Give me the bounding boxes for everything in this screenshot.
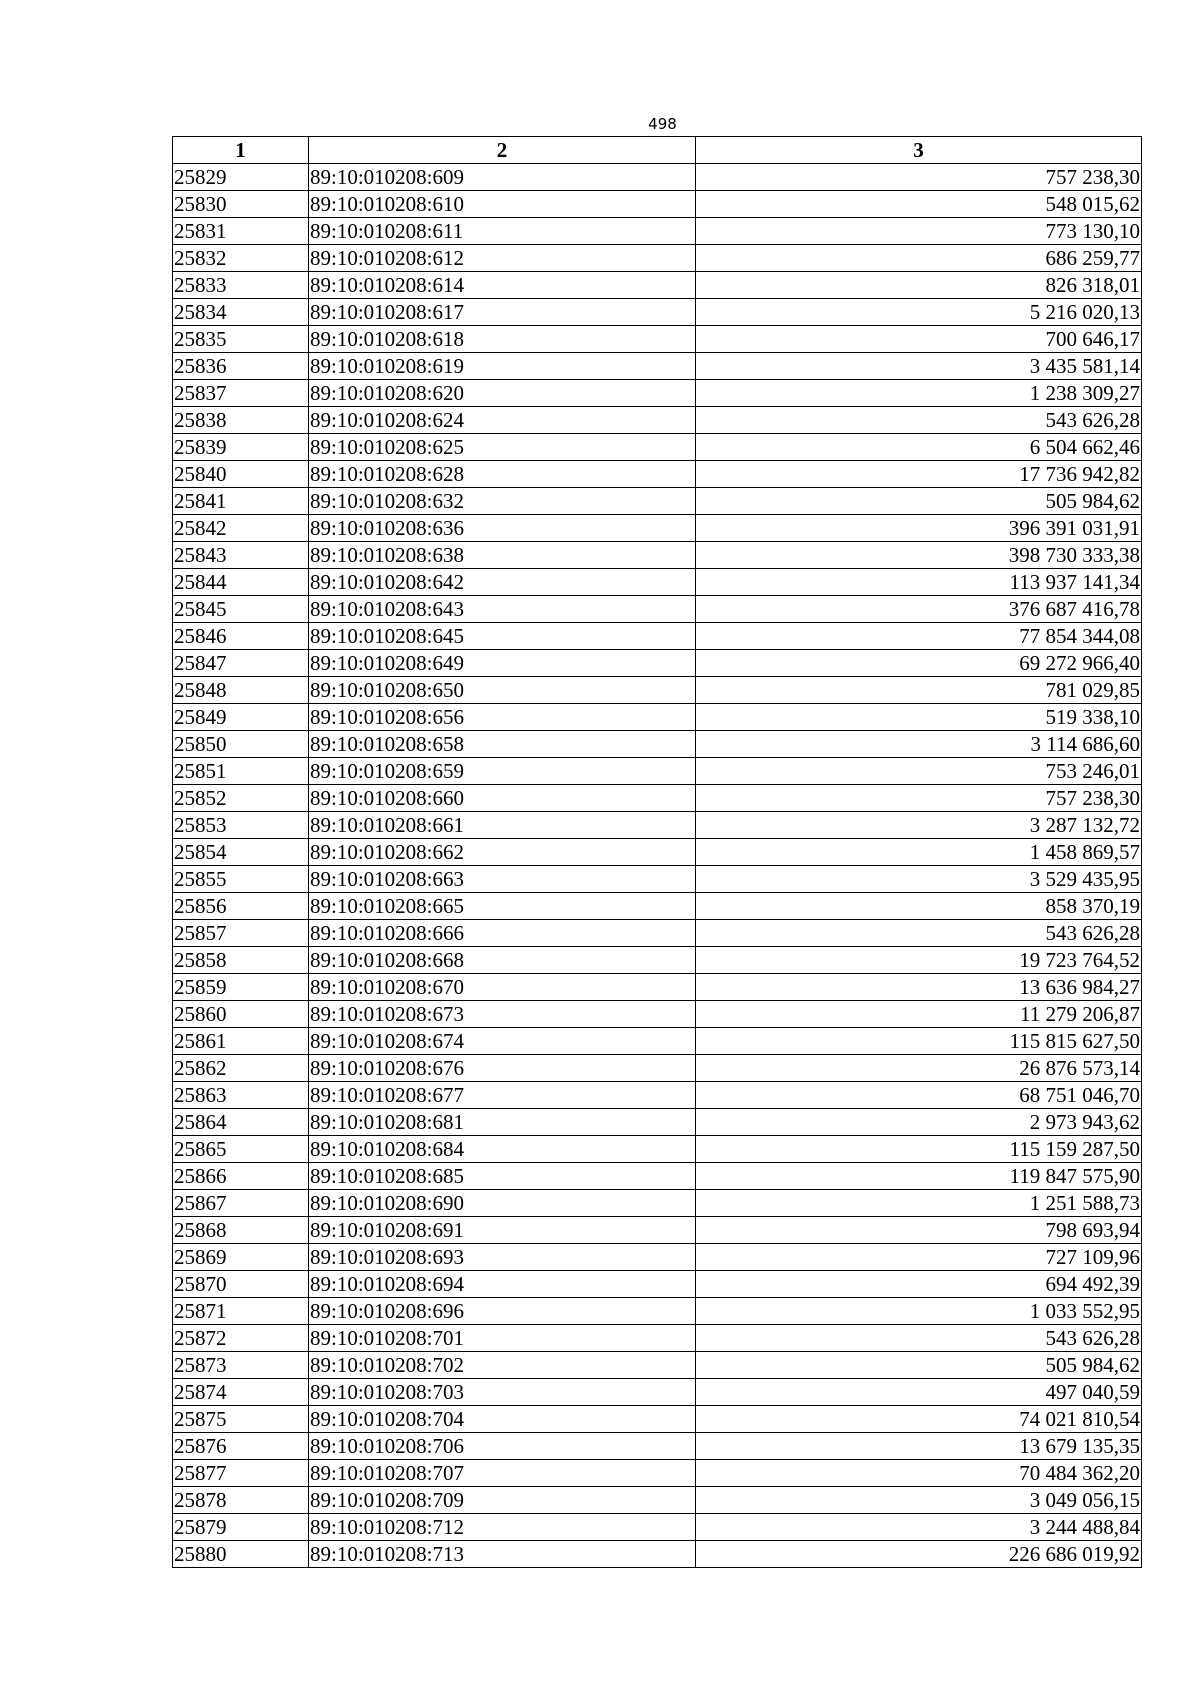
row-number-cell: 25846: [173, 623, 309, 650]
cadastral-number-cell: 89:10:010208:668: [309, 947, 696, 974]
table-row: [173, 380, 1142, 407]
table-row: [173, 1406, 1142, 1433]
cadastral-number-cell: 89:10:010208:610: [309, 191, 696, 218]
cadastral-number-cell: 89:10:010208:676: [309, 1055, 696, 1082]
row-number-cell: 25829: [173, 164, 309, 191]
row-number-cell: 25876: [173, 1433, 309, 1460]
table-row: [173, 1109, 1142, 1136]
cadastral-value-cell: 543 626,28: [696, 1325, 1142, 1352]
cadastral-number-cell: 89:10:010208:701: [309, 1325, 696, 1352]
cadastral-number-cell: 89:10:010208:645: [309, 623, 696, 650]
table-row: [173, 920, 1142, 947]
cadastral-number-cell: 89:10:010208:663: [309, 866, 696, 893]
cadastral-value-cell: 376 687 416,78: [696, 596, 1142, 623]
cadastral-number-cell: 89:10:010208:662: [309, 839, 696, 866]
row-number-cell: 25840: [173, 461, 309, 488]
table-row: [173, 596, 1142, 623]
row-number-cell: 25872: [173, 1325, 309, 1352]
row-number-cell: 25870: [173, 1271, 309, 1298]
cadastral-value-table: [172, 136, 1142, 1568]
cadastral-value-cell: 686 259,77: [696, 245, 1142, 272]
table-row: [173, 218, 1142, 245]
row-number-cell: 25858: [173, 947, 309, 974]
row-number-cell: 25863: [173, 1082, 309, 1109]
cadastral-value-cell: 77 854 344,08: [696, 623, 1142, 650]
cadastral-value-cell: 13 679 135,35: [696, 1433, 1142, 1460]
cadastral-value-cell: 519 338,10: [696, 704, 1142, 731]
cadastral-value-cell: 757 238,30: [696, 164, 1142, 191]
table-row: [173, 812, 1142, 839]
cadastral-value-cell: 727 109,96: [696, 1244, 1142, 1271]
table-row: [173, 542, 1142, 569]
table-row: [173, 1244, 1142, 1271]
cadastral-number-cell: 89:10:010208:612: [309, 245, 696, 272]
table-row: [173, 1163, 1142, 1190]
cadastral-number-cell: 89:10:010208:624: [309, 407, 696, 434]
table-row: [173, 1217, 1142, 1244]
cadastral-value-cell: 1 458 869,57: [696, 839, 1142, 866]
table-row: [173, 1055, 1142, 1082]
table-row: [173, 1001, 1142, 1028]
cadastral-value-cell: 757 238,30: [696, 785, 1142, 812]
cadastral-value-cell: 5 216 020,13: [696, 299, 1142, 326]
row-number-cell: 25853: [173, 812, 309, 839]
table-row: [173, 488, 1142, 515]
cadastral-value-cell: 826 318,01: [696, 272, 1142, 299]
table-row: [173, 785, 1142, 812]
row-number-cell: 25852: [173, 785, 309, 812]
cadastral-number-cell: 89:10:010208:666: [309, 920, 696, 947]
cadastral-number-cell: 89:10:010208:619: [309, 353, 696, 380]
cadastral-number-cell: 89:10:010208:618: [309, 326, 696, 353]
table-row: [173, 299, 1142, 326]
row-number-cell: 25832: [173, 245, 309, 272]
cadastral-number-cell: 89:10:010208:650: [309, 677, 696, 704]
table-row: [173, 1325, 1142, 1352]
cadastral-number-cell: 89:10:010208:658: [309, 731, 696, 758]
cadastral-number-cell: 89:10:010208:674: [309, 1028, 696, 1055]
cadastral-number-cell: 89:10:010208:609: [309, 164, 696, 191]
cadastral-value-cell: 1 238 309,27: [696, 380, 1142, 407]
cadastral-number-cell: 89:10:010208:636: [309, 515, 696, 542]
cadastral-number-cell: 89:10:010208:656: [309, 704, 696, 731]
row-number-cell: 25831: [173, 218, 309, 245]
cadastral-value-cell: 115 159 287,50: [696, 1136, 1142, 1163]
row-number-cell: 25834: [173, 299, 309, 326]
table-row: [173, 677, 1142, 704]
page-number: 498: [648, 115, 677, 133]
table-row: [173, 1298, 1142, 1325]
row-number-cell: 25864: [173, 1109, 309, 1136]
table-row: [173, 164, 1142, 191]
table-row: [173, 1271, 1142, 1298]
cadastral-value-cell: 398 730 333,38: [696, 542, 1142, 569]
cadastral-number-cell: 89:10:010208:614: [309, 272, 696, 299]
cadastral-number-cell: 89:10:010208:704: [309, 1406, 696, 1433]
cadastral-number-cell: 89:10:010208:643: [309, 596, 696, 623]
row-number-cell: 25860: [173, 1001, 309, 1028]
cadastral-value-cell: 694 492,39: [696, 1271, 1142, 1298]
row-number-cell: 25835: [173, 326, 309, 353]
cadastral-value-cell: 505 984,62: [696, 488, 1142, 515]
table-row: [173, 353, 1142, 380]
row-number-cell: 25857: [173, 920, 309, 947]
cadastral-number-cell: 89:10:010208:620: [309, 380, 696, 407]
cadastral-number-cell: 89:10:010208:690: [309, 1190, 696, 1217]
table-row: [173, 515, 1142, 542]
table-row: [173, 326, 1142, 353]
row-number-cell: 25856: [173, 893, 309, 920]
cadastral-number-cell: 89:10:010208:611: [309, 218, 696, 245]
cadastral-value-cell: 17 736 942,82: [696, 461, 1142, 488]
cadastral-number-cell: 89:10:010208:691: [309, 1217, 696, 1244]
cadastral-number-cell: 89:10:010208:712: [309, 1514, 696, 1541]
row-number-cell: 25836: [173, 353, 309, 380]
table-row: [173, 245, 1142, 272]
table-row: [173, 407, 1142, 434]
cadastral-value-cell: 11 279 206,87: [696, 1001, 1142, 1028]
row-number-cell: 25837: [173, 380, 309, 407]
table-row: [173, 1433, 1142, 1460]
row-number-cell: 25849: [173, 704, 309, 731]
cadastral-value-cell: 3 049 056,15: [696, 1487, 1142, 1514]
row-number-cell: 25854: [173, 839, 309, 866]
table-row: [173, 569, 1142, 596]
header-row: [173, 137, 1142, 164]
cadastral-number-cell: 89:10:010208:661: [309, 812, 696, 839]
cadastral-value-cell: 700 646,17: [696, 326, 1142, 353]
cadastral-value-cell: 396 391 031,91: [696, 515, 1142, 542]
column-header-2: 2: [309, 137, 696, 164]
row-number-cell: 25865: [173, 1136, 309, 1163]
table-row: [173, 704, 1142, 731]
row-number-cell: 25833: [173, 272, 309, 299]
table-row: [173, 1352, 1142, 1379]
cadastral-number-cell: 89:10:010208:694: [309, 1271, 696, 1298]
cadastral-value-cell: 798 693,94: [696, 1217, 1142, 1244]
cadastral-value-cell: 3 435 581,14: [696, 353, 1142, 380]
row-number-cell: 25875: [173, 1406, 309, 1433]
table-row: [173, 650, 1142, 677]
cadastral-number-cell: 89:10:010208:707: [309, 1460, 696, 1487]
table-row: [173, 434, 1142, 461]
row-number-cell: 25851: [173, 758, 309, 785]
row-number-cell: 25880: [173, 1541, 309, 1568]
table-row: [173, 1541, 1142, 1568]
table-row: [173, 272, 1142, 299]
cadastral-number-cell: 89:10:010208:684: [309, 1136, 696, 1163]
row-number-cell: 25850: [173, 731, 309, 758]
table-row: [173, 947, 1142, 974]
table-row: [173, 1082, 1142, 1109]
row-number-cell: 25847: [173, 650, 309, 677]
row-number-cell: 25842: [173, 515, 309, 542]
row-number-cell: 25859: [173, 974, 309, 1001]
cadastral-number-cell: 89:10:010208:693: [309, 1244, 696, 1271]
cadastral-number-cell: 89:10:010208:681: [309, 1109, 696, 1136]
cadastral-value-cell: 13 636 984,27: [696, 974, 1142, 1001]
table-row: [173, 731, 1142, 758]
cadastral-value-cell: 68 751 046,70: [696, 1082, 1142, 1109]
row-number-cell: 25871: [173, 1298, 309, 1325]
cadastral-number-cell: 89:10:010208:673: [309, 1001, 696, 1028]
table-row: [173, 623, 1142, 650]
cadastral-value-cell: 3 287 132,72: [696, 812, 1142, 839]
cadastral-value-cell: 1 251 588,73: [696, 1190, 1142, 1217]
row-number-cell: 25866: [173, 1163, 309, 1190]
cadastral-value-cell: 113 937 141,34: [696, 569, 1142, 596]
table-row: [173, 1487, 1142, 1514]
cadastral-number-cell: 89:10:010208:632: [309, 488, 696, 515]
cadastral-number-cell: 89:10:010208:706: [309, 1433, 696, 1460]
cadastral-value-cell: 226 686 019,92: [696, 1541, 1142, 1568]
column-header-1: 1: [173, 137, 309, 164]
cadastral-value-cell: 119 847 575,90: [696, 1163, 1142, 1190]
cadastral-value-cell: 19 723 764,52: [696, 947, 1142, 974]
row-number-cell: 25867: [173, 1190, 309, 1217]
cadastral-number-cell: 89:10:010208:677: [309, 1082, 696, 1109]
row-number-cell: 25874: [173, 1379, 309, 1406]
table-row: [173, 191, 1142, 218]
cadastral-number-cell: 89:10:010208:696: [309, 1298, 696, 1325]
table-row: [173, 1379, 1142, 1406]
cadastral-number-cell: 89:10:010208:649: [309, 650, 696, 677]
cadastral-value-cell: 6 504 662,46: [696, 434, 1142, 461]
row-number-cell: 25843: [173, 542, 309, 569]
row-number-cell: 25830: [173, 191, 309, 218]
cadastral-number-cell: 89:10:010208:638: [309, 542, 696, 569]
cadastral-value-cell: 543 626,28: [696, 407, 1142, 434]
cadastral-number-cell: 89:10:010208:702: [309, 1352, 696, 1379]
table-header: [173, 137, 1142, 164]
row-number-cell: 25878: [173, 1487, 309, 1514]
cadastral-value-cell: 858 370,19: [696, 893, 1142, 920]
cadastral-value-cell: 1 033 552,95: [696, 1298, 1142, 1325]
cadastral-value-cell: 505 984,62: [696, 1352, 1142, 1379]
row-number-cell: 25868: [173, 1217, 309, 1244]
cadastral-value-cell: 753 246,01: [696, 758, 1142, 785]
cadastral-value-cell: 70 484 362,20: [696, 1460, 1142, 1487]
row-number-cell: 25841: [173, 488, 309, 515]
cadastral-number-cell: 89:10:010208:617: [309, 299, 696, 326]
cadastral-value-cell: 781 029,85: [696, 677, 1142, 704]
row-number-cell: 25844: [173, 569, 309, 596]
cadastral-number-cell: 89:10:010208:713: [309, 1541, 696, 1568]
cadastral-value-cell: 773 130,10: [696, 218, 1142, 245]
cadastral-number-cell: 89:10:010208:642: [309, 569, 696, 596]
table-row: [173, 1190, 1142, 1217]
row-number-cell: 25855: [173, 866, 309, 893]
row-number-cell: 25869: [173, 1244, 309, 1271]
row-number-cell: 25879: [173, 1514, 309, 1541]
cadastral-number-cell: 89:10:010208:628: [309, 461, 696, 488]
cadastral-value-cell: 2 973 943,62: [696, 1109, 1142, 1136]
cadastral-number-cell: 89:10:010208:685: [309, 1163, 696, 1190]
cadastral-number-cell: 89:10:010208:659: [309, 758, 696, 785]
cadastral-value-cell: 26 876 573,14: [696, 1055, 1142, 1082]
cadastral-value-cell: 543 626,28: [696, 920, 1142, 947]
cadastral-number-cell: 89:10:010208:703: [309, 1379, 696, 1406]
table-row: [173, 839, 1142, 866]
table-row: [173, 461, 1142, 488]
table-row: [173, 1514, 1142, 1541]
cadastral-value-cell: 115 815 627,50: [696, 1028, 1142, 1055]
row-number-cell: 25848: [173, 677, 309, 704]
row-number-cell: 25845: [173, 596, 309, 623]
cadastral-value-cell: 3 114 686,60: [696, 731, 1142, 758]
table-row: [173, 1136, 1142, 1163]
cadastral-value-cell: 3 529 435,95: [696, 866, 1142, 893]
row-number-cell: 25877: [173, 1460, 309, 1487]
table-row: [173, 974, 1142, 1001]
row-number-cell: 25839: [173, 434, 309, 461]
table-row: [173, 1460, 1142, 1487]
cadastral-number-cell: 89:10:010208:660: [309, 785, 696, 812]
table-body: [173, 164, 1142, 1568]
table-row: [173, 866, 1142, 893]
cadastral-number-cell: 89:10:010208:665: [309, 893, 696, 920]
table-row: [173, 1028, 1142, 1055]
cadastral-number-cell: 89:10:010208:625: [309, 434, 696, 461]
row-number-cell: 25862: [173, 1055, 309, 1082]
cadastral-number-cell: 89:10:010208:670: [309, 974, 696, 1001]
cadastral-number-cell: 89:10:010208:709: [309, 1487, 696, 1514]
cadastral-value-cell: 69 272 966,40: [696, 650, 1142, 677]
row-number-cell: 25873: [173, 1352, 309, 1379]
row-number-cell: 25838: [173, 407, 309, 434]
table-row: [173, 758, 1142, 785]
row-number-cell: 25861: [173, 1028, 309, 1055]
cadastral-value-cell: 548 015,62: [696, 191, 1142, 218]
cadastral-value-cell: 3 244 488,84: [696, 1514, 1142, 1541]
cadastral-value-cell: 497 040,59: [696, 1379, 1142, 1406]
table-row: [173, 893, 1142, 920]
cadastral-value-cell: 74 021 810,54: [696, 1406, 1142, 1433]
column-header-3: 3: [696, 137, 1142, 164]
